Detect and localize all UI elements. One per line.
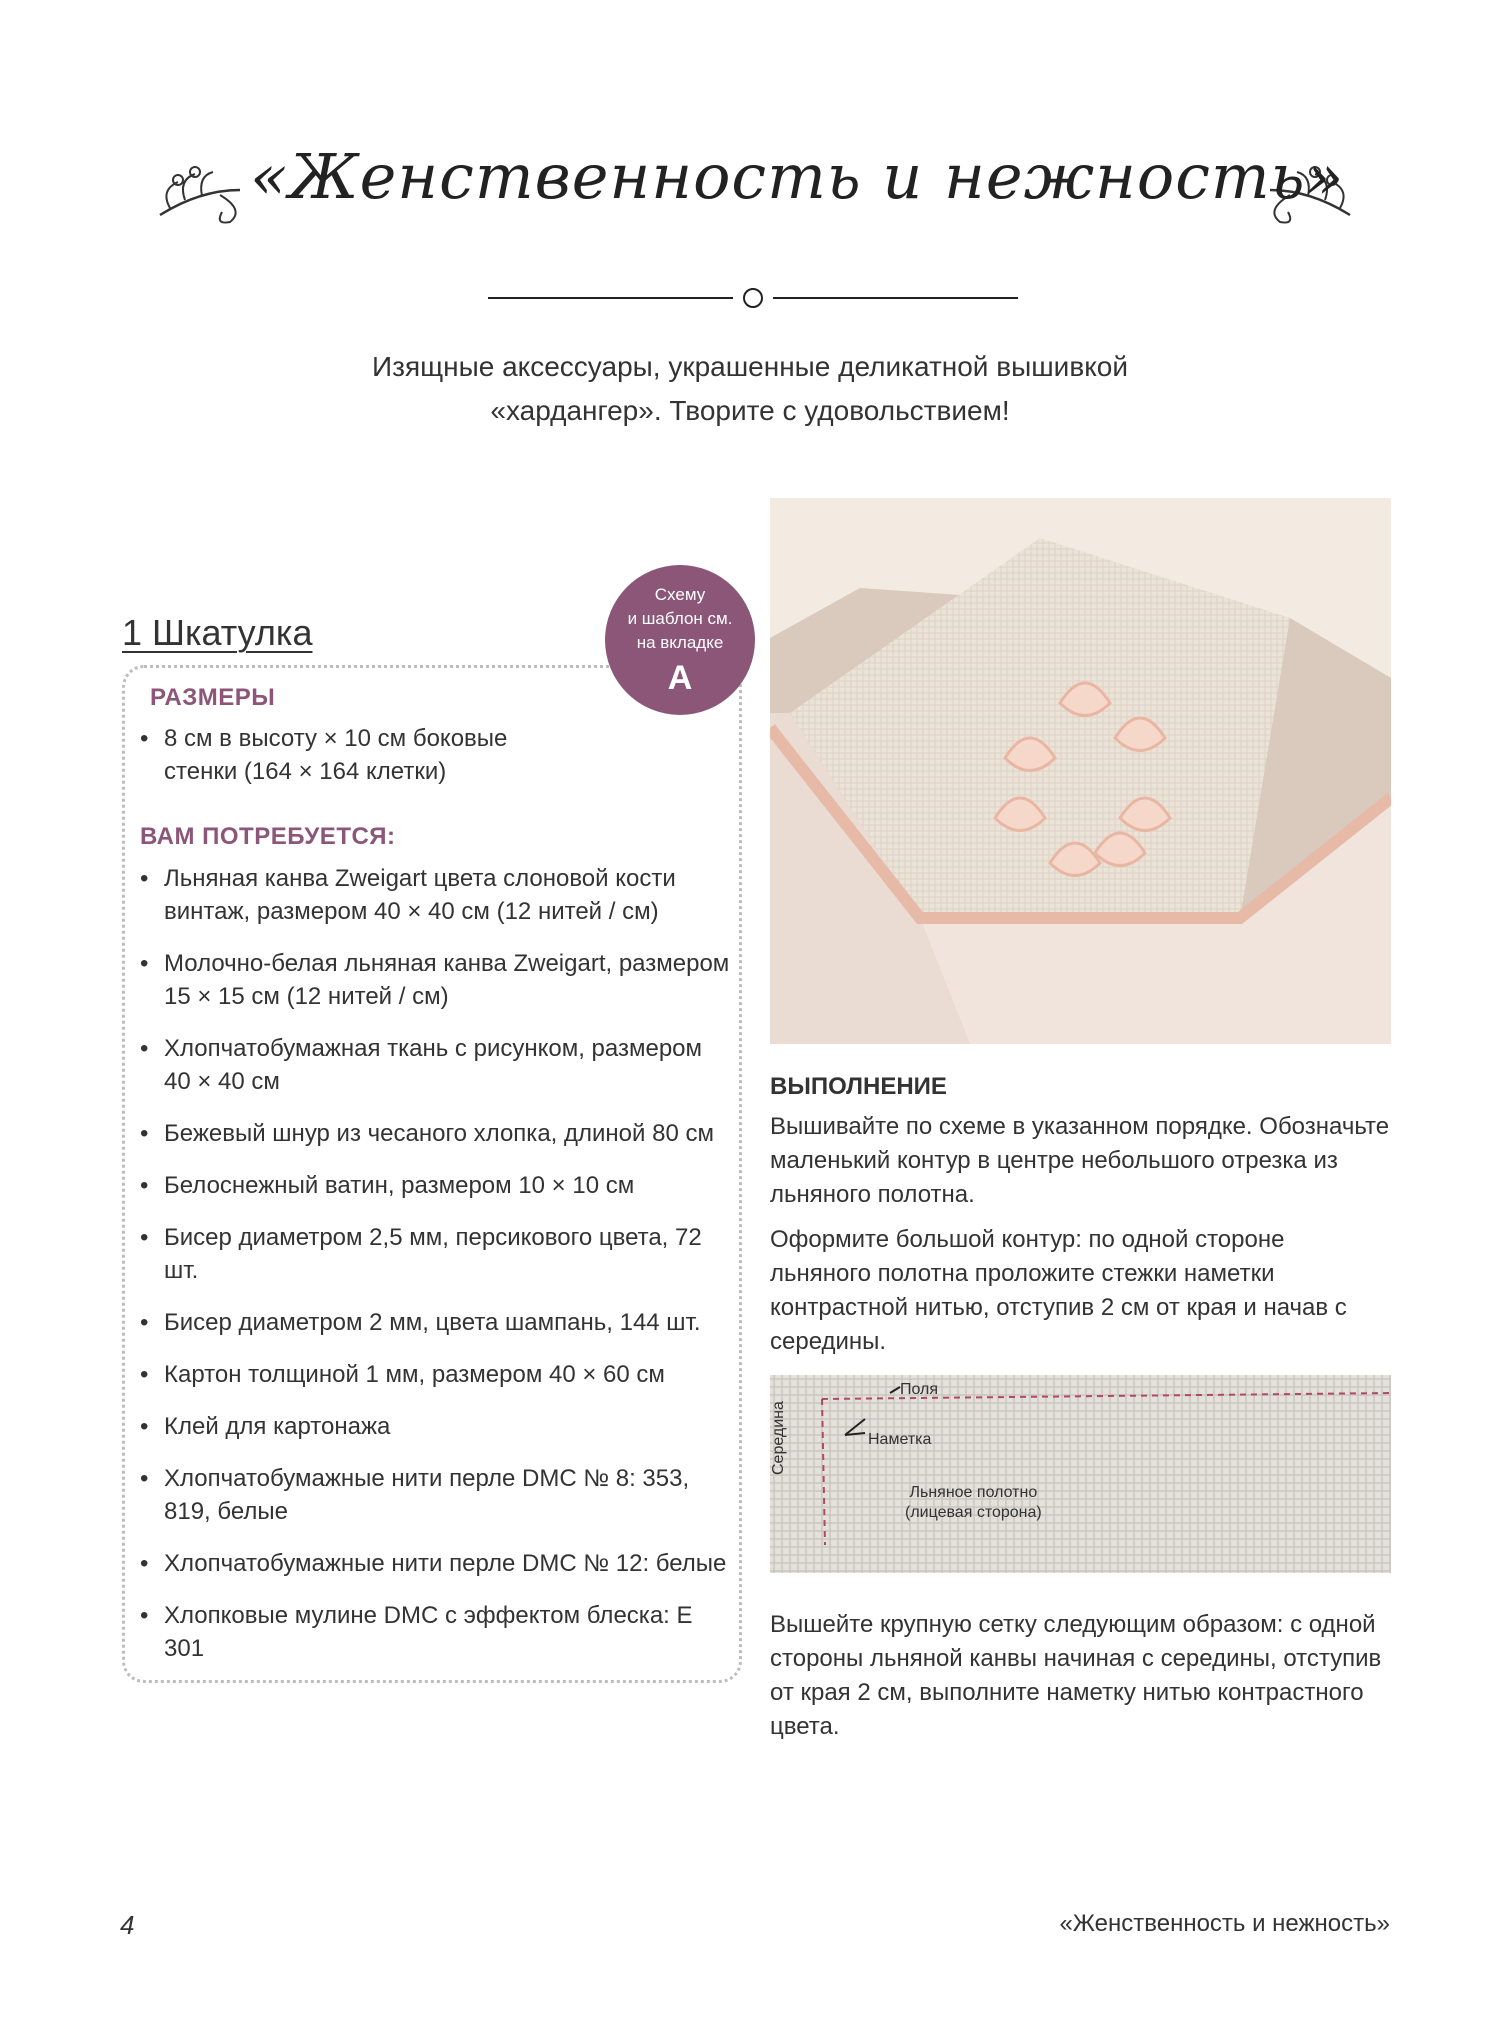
- materials-heading: ВАМ ПОТРЕБУЕТСЯ:: [140, 823, 396, 850]
- page-number: 4: [120, 1910, 135, 1940]
- list-item: • Хлопчатобумажные нити перле DMC № 12: белые: [140, 1547, 730, 1580]
- sizes-list: [140, 722, 580, 807]
- instruction-paragraph-1: Вышивайте по схеме в указанном порядке. Обозначьте маленький контур в центре небольшого отрезка из льняного полотна.: [770, 1113, 1390, 1208]
- list-item: • Бисер диаметром 2,5 мм, персикового цвета, 72 шт.: [140, 1221, 730, 1287]
- materials-list: [140, 862, 730, 1684]
- list-item: • Бежевый шнур из чесаного хлопка, длиной 80 см: [140, 1117, 730, 1150]
- diagram-label-fabric: Льняное полотно (лицевая сторона): [905, 1484, 1042, 1521]
- list-item: • Белоснежный ватин, размером 10 × 10 см: [140, 1169, 730, 1202]
- instructions-heading: ВЫПОЛНЕНИЕ: [770, 1073, 947, 1100]
- sprig-left-icon: [150, 130, 250, 230]
- list-item: • 8 см в высоту × 10 см боковые стенки (164 × 164 клетки): [140, 722, 580, 788]
- list-item: • Хлопчатобумажная ткань с рисунком, размером 40 × 40 см: [140, 1032, 730, 1098]
- list-item: • Бисер диаметром 2 мм, цвета шампань, 144 шт.: [140, 1306, 730, 1339]
- page-title: «Женственность и нежность»: [250, 140, 1345, 213]
- page-subtitle: Изящные аксессуары, украшенные деликатной вышивкой «хардангер». Творите с удовольствием!: [372, 351, 1128, 426]
- box-photo: [770, 498, 1391, 1044]
- title-divider: [488, 283, 1018, 313]
- instruction-paragraph-2: Оформите большой контур: по одной стороне льняного полотна проложите стежки наметки контрастной нитью, отступив 2 см от края и начав с середины.: [770, 1226, 1347, 1355]
- section-title: 1 Шкатулка: [122, 612, 313, 653]
- list-item: • Молочно-белая льняная канва Zweigart, размером 15 × 15 см (12 нитей / см): [140, 947, 730, 1013]
- sizes-heading: РАЗМЕРЫ: [150, 684, 276, 711]
- list-item: • Клей для картонажа: [140, 1410, 730, 1443]
- list-item: • Хлопчатобумажные нити перле DMC № 8: 353, 819, белые: [140, 1462, 730, 1528]
- list-item: • Хлопковые мулине DMC с эффектом блеска: E 301: [140, 1599, 730, 1665]
- diagram-label-margins: Поля: [900, 1381, 939, 1398]
- basting-diagram: [770, 1375, 1391, 1573]
- diagram-label-middle: Середина: [770, 1401, 787, 1475]
- list-item: • Льняная канва Zweigart цвета слоновой кости винтаж, размером 40 × 40 см (12 нитей / см): [140, 862, 730, 928]
- instruction-paragraph-3: Вышейте крупную сетку следующим образом: с одной стороны льняной канвы начиная с середины, отступив от края 2 см, выполните наметку нитью контрастного цвета.: [770, 1611, 1382, 1740]
- scheme-badge: Схему и шаблон см. на вкладке A: [605, 565, 755, 715]
- running-title: «Женственность и нежность»: [1059, 1910, 1390, 1937]
- list-item: • Картон толщиной 1 мм, размером 40 × 60 см: [140, 1358, 730, 1391]
- diagram-label-basting: Наметка: [868, 1431, 932, 1448]
